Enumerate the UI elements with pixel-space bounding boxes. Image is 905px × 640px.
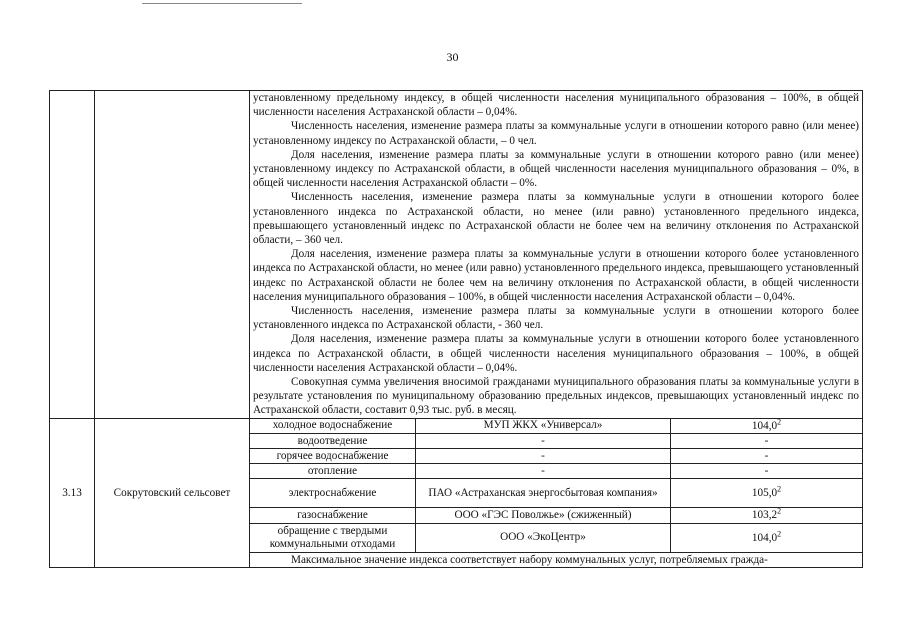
tariff-table xyxy=(49,90,863,568)
entry-number: 3.13 xyxy=(50,418,95,567)
continuation-text-cell xyxy=(250,91,863,419)
provider-name: - xyxy=(416,433,671,448)
index-value: - xyxy=(764,434,769,447)
index-value-cell xyxy=(671,508,863,523)
index-value-cell xyxy=(671,433,863,448)
index-value-cell xyxy=(671,479,863,508)
service-name: обращение с твердыми коммунальными отходами xyxy=(250,523,416,552)
header-rule xyxy=(142,3,302,4)
index-value: 104,0 xyxy=(751,531,778,544)
index-value-cell xyxy=(671,464,863,479)
paragraph: Доля населения, изменение размера платы за коммунальные услуги в отношении которого более установленного индекса по Астраханской области, но менее (или равно) установленного предельного индекса, превышающего установленный индекс по Астраханской области не более чем на величину отклонения по Астраханской области, в общей численности населения муниципального образования – 100%, в общей численности населения Астраханской области – 0,04%. xyxy=(253,248,860,303)
footnote-mark: 2 xyxy=(777,506,782,516)
provider-name: МУП ЖКХ «Универсал» xyxy=(416,418,671,433)
paragraph: Численность населения, изменение размера платы за коммунальные услуги в отношении которого равно (или менее) установленному индексу по Астраханской области, – 0 чел. xyxy=(253,120,860,147)
index-value-cell xyxy=(671,418,863,433)
paragraph: Численность населения, изменение размера платы за коммунальные услуги в отношении которого более установленного индекса по Астраханской области, но менее (или равно) установленного предельного индекса, превышающего установленный индекс по Астраханской области не более чем на величину отклонения по Астраханской области, – 360 чел. xyxy=(253,191,860,247)
paragraph: установленному предельному индексу, в общей численности населения муниципального образования – 100%, в общей численности населения Астраханской области – 0,04%. xyxy=(253,92,860,119)
summary-text: Максимальное значение индекса соответствует набору коммунальных услуг, потребляемых гражда- xyxy=(291,553,768,566)
paragraph: Численность населения, изменение размера платы за коммунальные услуги в отношении которого более установленного индекса по Астраханской области, - 360 чел. xyxy=(253,305,860,332)
service-name: горячее водоснабжение xyxy=(250,449,416,464)
service-name: электроснабжение xyxy=(250,479,416,508)
service-name: холодное водоснабжение xyxy=(250,418,416,433)
municipality-name: Сокрутовский сельсовет xyxy=(95,418,250,567)
index-value: 103,2 xyxy=(751,509,778,522)
footnote-mark: 2 xyxy=(777,416,782,426)
service-row xyxy=(50,418,863,433)
service-name: газоснабжение xyxy=(250,508,416,523)
index-value: - xyxy=(764,465,769,478)
index-value: 105,0 xyxy=(751,487,778,500)
provider-name: - xyxy=(416,449,671,464)
continuation-row xyxy=(50,91,863,419)
index-value: 104,0 xyxy=(751,419,778,432)
index-value-cell xyxy=(671,449,863,464)
service-name: отопление xyxy=(250,464,416,479)
continuation-number-cell xyxy=(50,91,95,419)
index-value: - xyxy=(764,450,769,463)
provider-name: ООО «ЭкоЦентр» xyxy=(416,523,671,552)
service-name: водоотведение xyxy=(250,433,416,448)
footnote-mark: 2 xyxy=(777,484,782,494)
footnote-mark: 2 xyxy=(777,528,782,538)
provider-name: - xyxy=(416,464,671,479)
page-number: 30 xyxy=(446,50,459,64)
paragraph: Совокупная сумма увеличения вносимой гражданами муниципального образования платы за коммунальные услуги в результате установления по муниципальному образованию предельных индексов, превышающих установленный индекс по Астраханской области, составит 0,93 тыс. руб. в месяц. xyxy=(253,376,860,417)
provider-name: ПАО «Астраханская энергосбытовая компания» xyxy=(416,479,671,508)
index-value-cell xyxy=(671,523,863,552)
summary-text-cell xyxy=(250,552,863,567)
paragraph: Доля населения, изменение размера платы за коммунальные услуги в отношении которого более установленного индекса по Астраханской области, в общей численности населения муниципального образования – 100%, в общей численности населения Астраханской области – 0,04%. xyxy=(253,333,860,374)
continuation-name-cell xyxy=(95,91,250,419)
paragraph: Доля населения, изменение размера платы за коммунальные услуги в отношении которого равно (или менее) установленному индексу по Астраханской области, в общей численности населения муниципального образования – 0%, в общей численности населения Астраханской области – 0%. xyxy=(253,148,860,190)
provider-name: ООО «ГЭС Поволжье» (сжиженный) xyxy=(416,508,671,523)
